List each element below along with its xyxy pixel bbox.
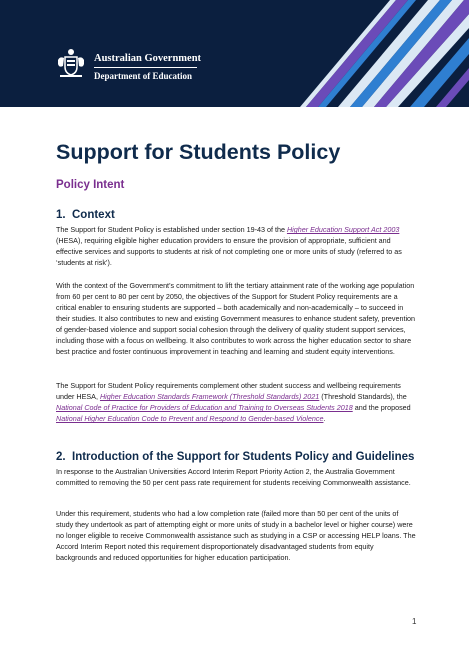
text-run: The Support for Student Policy requirements complement other student success and wellbeing requirements under HESA, [56, 381, 401, 401]
text-run: . [323, 414, 326, 423]
threshold-standards-link[interactable]: Higher Education Standards Framework (Threshold Standards) 2021 [99, 392, 320, 401]
section-2-title: Introduction of the Support for Students Policy and Guidelines [72, 451, 415, 463]
introduction-paragraph-2: Under this requirement, students who had a low completion rate (failed more than 50 per cent of the units of study they undertook as part of attempting eight or more units of study in a bachelor level or higher course) were no longer eligible to receive Commonwealth assistance such as studying in a CSP or accessing HELP loans. The Accord Interim Report noted this requirement disproportionately disadvantaged students from equity backgrounds and reduced opportunities for higher education participation. [56, 509, 416, 562]
context-paragraph-1 [56, 224, 416, 268]
government-logo-text [94, 52, 201, 82]
national-code-link[interactable]: National Code of Practice for Providers of Education and Training to Overseas Students 2018 [56, 403, 353, 412]
text-run: and the proposed [352, 403, 411, 412]
introduction-paragraph-1: In response to the Australian Universities Accord Interim Report Priority Action 2, the Australia Government committed to removing the 50 per cent pass rate requirement for students receiving Commonwealth assistance. [56, 467, 411, 487]
header-banner [0, 0, 469, 107]
coat-of-arms-icon [56, 48, 86, 80]
text-run: The Support for Student Policy is established under section 19-43 of the [56, 225, 287, 234]
hesa-link[interactable]: Higher Education Support Act 2003 [286, 225, 400, 234]
government-name: Australian Government [94, 53, 202, 64]
page-number: 1 [412, 617, 417, 626]
section-2-heading [56, 451, 414, 463]
logo-divider [94, 67, 197, 68]
text-run: (Threshold Standards), the [319, 392, 407, 401]
department-name: Department of Education [94, 71, 192, 81]
context-paragraph-2: With the context of the Government’s commitment to lift the tertiary attainment rate of the working age population from 60 per cent to 80 per cent by 2050, the objectives of the Support for Student Policy requirements are a critical enabler to ensuring students are supported – both academically and non-academically – to succeed in their studies. It also contributes to new and existing Government measures to enhance student safety, prevention of gender-based violence and support social cohesion through the delivery of quality student support services, including those with a focus on wellbeing. It also contributes to work across the higher education sector to share best practice and foster continuous improvement in teaching and learning and student equity interventions. [56, 281, 416, 356]
section-2-number: 2. [56, 451, 66, 463]
section-1-heading [56, 209, 115, 221]
page-title: Support for Students Policy [56, 140, 341, 164]
policy-intent-heading: Policy Intent [56, 179, 125, 191]
section-1-number: 1. [56, 209, 66, 221]
gender-violence-code-link[interactable]: National Higher Education Code to Prevent and Respond to Gender-based Violence [56, 414, 324, 423]
text-run: (HESA), requiring eligible higher education providers to ensure the provision of appropriate, sufficient and effective services and supports to students at risk of not completing one or more units of study (referred to as ‘students at risk’). [56, 236, 402, 267]
context-paragraph-3 [56, 380, 416, 424]
section-1-title: Context [72, 209, 115, 221]
